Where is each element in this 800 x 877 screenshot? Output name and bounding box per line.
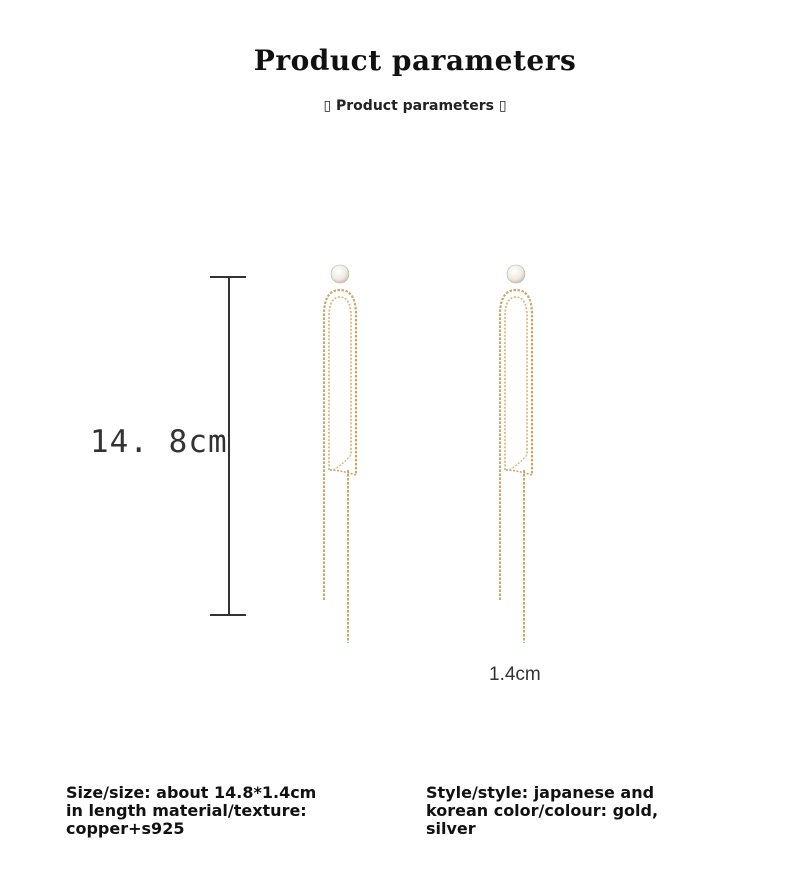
spec-style-color <box>426 784 686 838</box>
length-dimension-label: 14. 8cm <box>90 424 228 460</box>
spec-line: Size/size: about 14.8*1.4cm <box>66 783 317 802</box>
spec-line: in length material/texture: <box>66 801 307 820</box>
page-subtitle: ▯ Product parameters ▯ <box>323 98 507 114</box>
dimension-bottom-tick <box>210 614 246 616</box>
right-earring <box>500 265 532 643</box>
spec-line: Style/style: japanese and <box>426 783 655 802</box>
dimension-vertical-line <box>228 276 230 615</box>
page-title: Product parameters <box>253 44 577 77</box>
earrings-image <box>300 255 560 655</box>
spec-line: silver <box>426 819 476 838</box>
left-earring <box>324 265 356 643</box>
spec-line: copper+s925 <box>66 819 185 838</box>
width-dimension-label: 1.4cm <box>489 664 541 685</box>
spec-size-material <box>66 784 356 838</box>
spec-line: korean color/colour: gold, <box>426 801 659 820</box>
